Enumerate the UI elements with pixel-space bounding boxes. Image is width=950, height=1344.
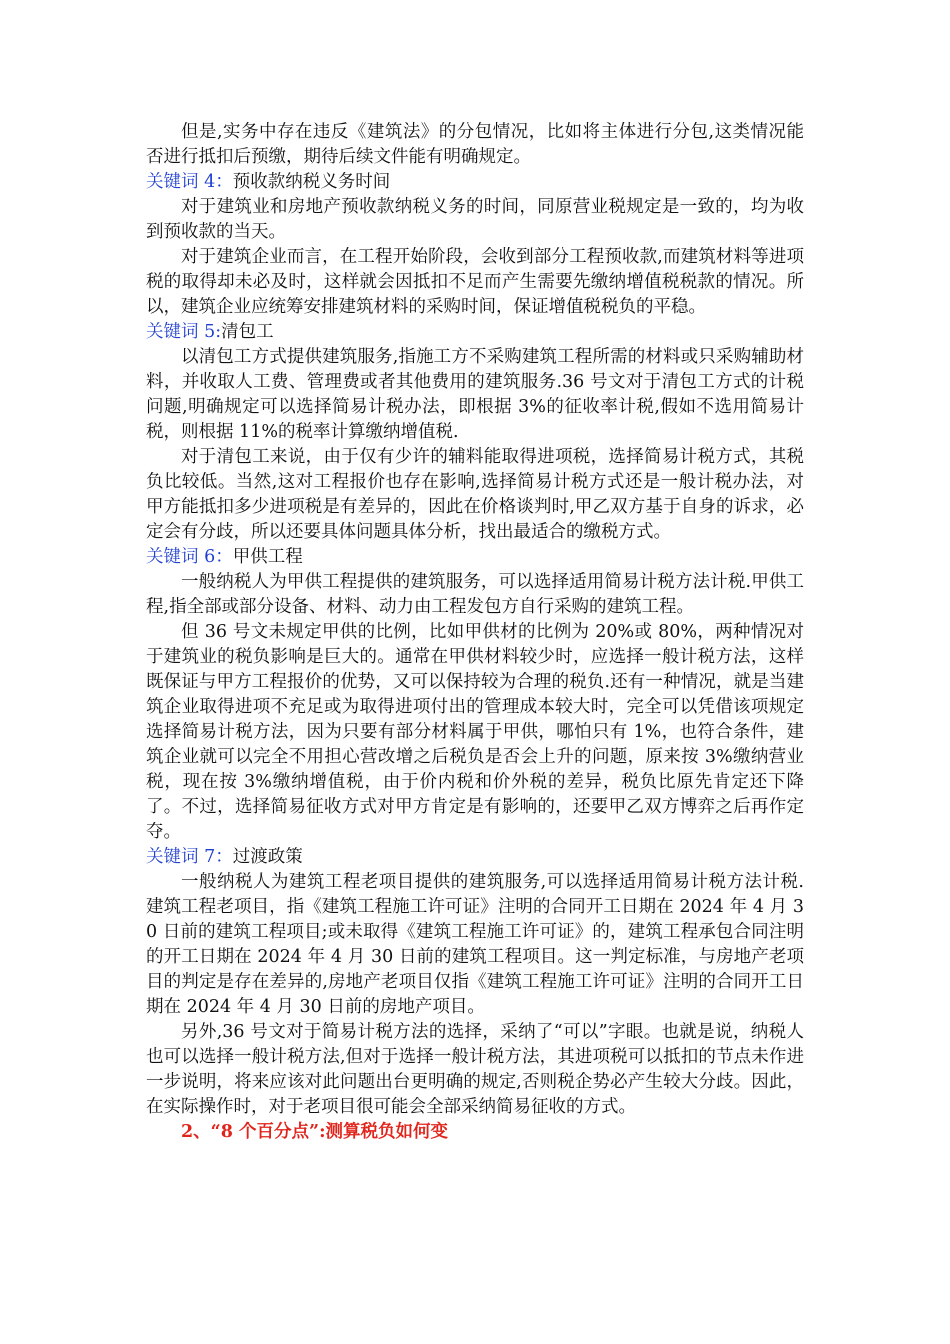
keyword-label: 关键词 4： [146,172,233,192]
keyword-title: 预收款纳税义务时间 [232,172,391,192]
paragraph: 以清包工方式提供建筑服务,指施工方不采购建筑工程所需的材料或只采购辅助材料，并收取人工费、管理费或者其他费用的建筑服务.36 号文对于清包工方式的计税问题,明确规定可以选择简易计税办法，即根据 3%的征收率计税,假如不选用简易计税，则根据 11%的税率计算缴纳增值税. [146,347,804,442]
paragraph: 另外,36 号文对于简易计税方法的选择，采纳了“可以”字眼。也就是说，纳税人也可以选择一般计税方法,但对于选择一般计税方法，其进项税可以抵扣的节点未作进一步说明，将来应该对此问题出台更明确的规定,否则税企势必产生较大分歧。因此，在实际操作时，对于老项目很可能会全部采纳简易征收的方式。 [146,1022,804,1117]
keyword-title: 甲供工程 [232,547,303,567]
keyword-title: 过渡政策 [232,847,303,867]
paragraph: 一般纳税人为甲供工程提供的建筑服务，可以选择适用简易计税方法计税.甲供工程,指全部或部分设备、材料、动力由工程发包方自行采购的建筑工程。 [146,572,804,617]
keyword-label: 关键词 5: [146,322,222,342]
paragraph: 一般纳税人为建筑工程老项目提供的建筑服务,可以选择适用简易计税方法计税.建筑工程老项目，指《建筑工程施工许可证》注明的合同开工日期在 2024 年 4 月 30 日前的建筑工程项目;或未取得《建筑工程施工许可证》的，建筑工程承包合同注明的开工日期在 2024 年 4 月 30 日前的建筑工程项目。这一判定标准，与房地产老项目的判定是存在差异的,房地产老项目仅指《建筑工程施工许可证》注明的合同开工日期在 2024 年 4 月 30 日前的房地产项目。 [146,872,804,1017]
keyword-heading [146,845,804,870]
paragraph: 对于建筑业和房地产预收款纳税义务的时间，同原营业税规定是一致的，均为收到预收款的当天。 [146,197,804,242]
paragraph: 但是,实务中存在违反《建筑法》的分包情况，比如将主体进行分包,这类情况能否进行抵扣后预缴，期待后续文件能有明确规定。 [146,122,804,167]
keyword-heading [146,320,804,345]
keyword-label: 关键词 6： [146,547,233,567]
keyword-label: 关键词 7： [146,847,233,867]
keyword-heading [146,545,804,570]
paragraph: 对于清包工来说，由于仅有少许的辅料能取得进项税，选择简易计税方式，其税负比较低。当然,这对工程报价也存在影响,选择简易计税方式还是一般计税办法，对甲方能抵扣多少进项税是有差异的，因此在价格谈判时,甲乙双方基于自身的诉求，必定会有分歧，所以还要具体问题具体分析，找出最适合的缴税方式。 [146,447,804,542]
paragraph: 对于建筑企业而言，在工程开始阶段，会收到部分工程预收款,而建筑材料等进项税的取得却未必及时，这样就会因抵扣不足而产生需要先缴纳增值税税款的情况。所以，建筑企业应统筹安排建筑材料的采购时间，保证增值税税负的平稳。 [146,247,804,317]
keyword-title: 清包工 [221,322,274,342]
keyword-heading [146,170,804,195]
section-heading: 2、“8 个百分点”:测算税负如何变 [181,1122,449,1142]
paragraph: 但 36 号文未规定甲供的比例，比如甲供材的比例为 20%或 80%，两种情况对于建筑业的税负影响是巨大的。通常在甲供材料较少时，应选择一般计税方法，这样既保证与甲方工程报价的优势，又可以保持较为合理的税负.还有一种情况，就是当建筑企业取得进项不充足或为取得进项付出的管理成本较大时，完全可以凭借该项规定选择简易计税方法，因为只要有部分材料属于甲供，哪怕只有 1%，也符合条件，建筑企业就可以完全不用担心营改增之后税负是否会上升的问题，原来按 3%缴纳营业税，现在按 3%缴纳增值税，由于价内税和价外税的差异，税负比原先肯定还下降了。不过，选择简易征收方式对甲方肯定是有影响的，还要甲乙双方博弈之后再作定夺。 [146,622,804,842]
